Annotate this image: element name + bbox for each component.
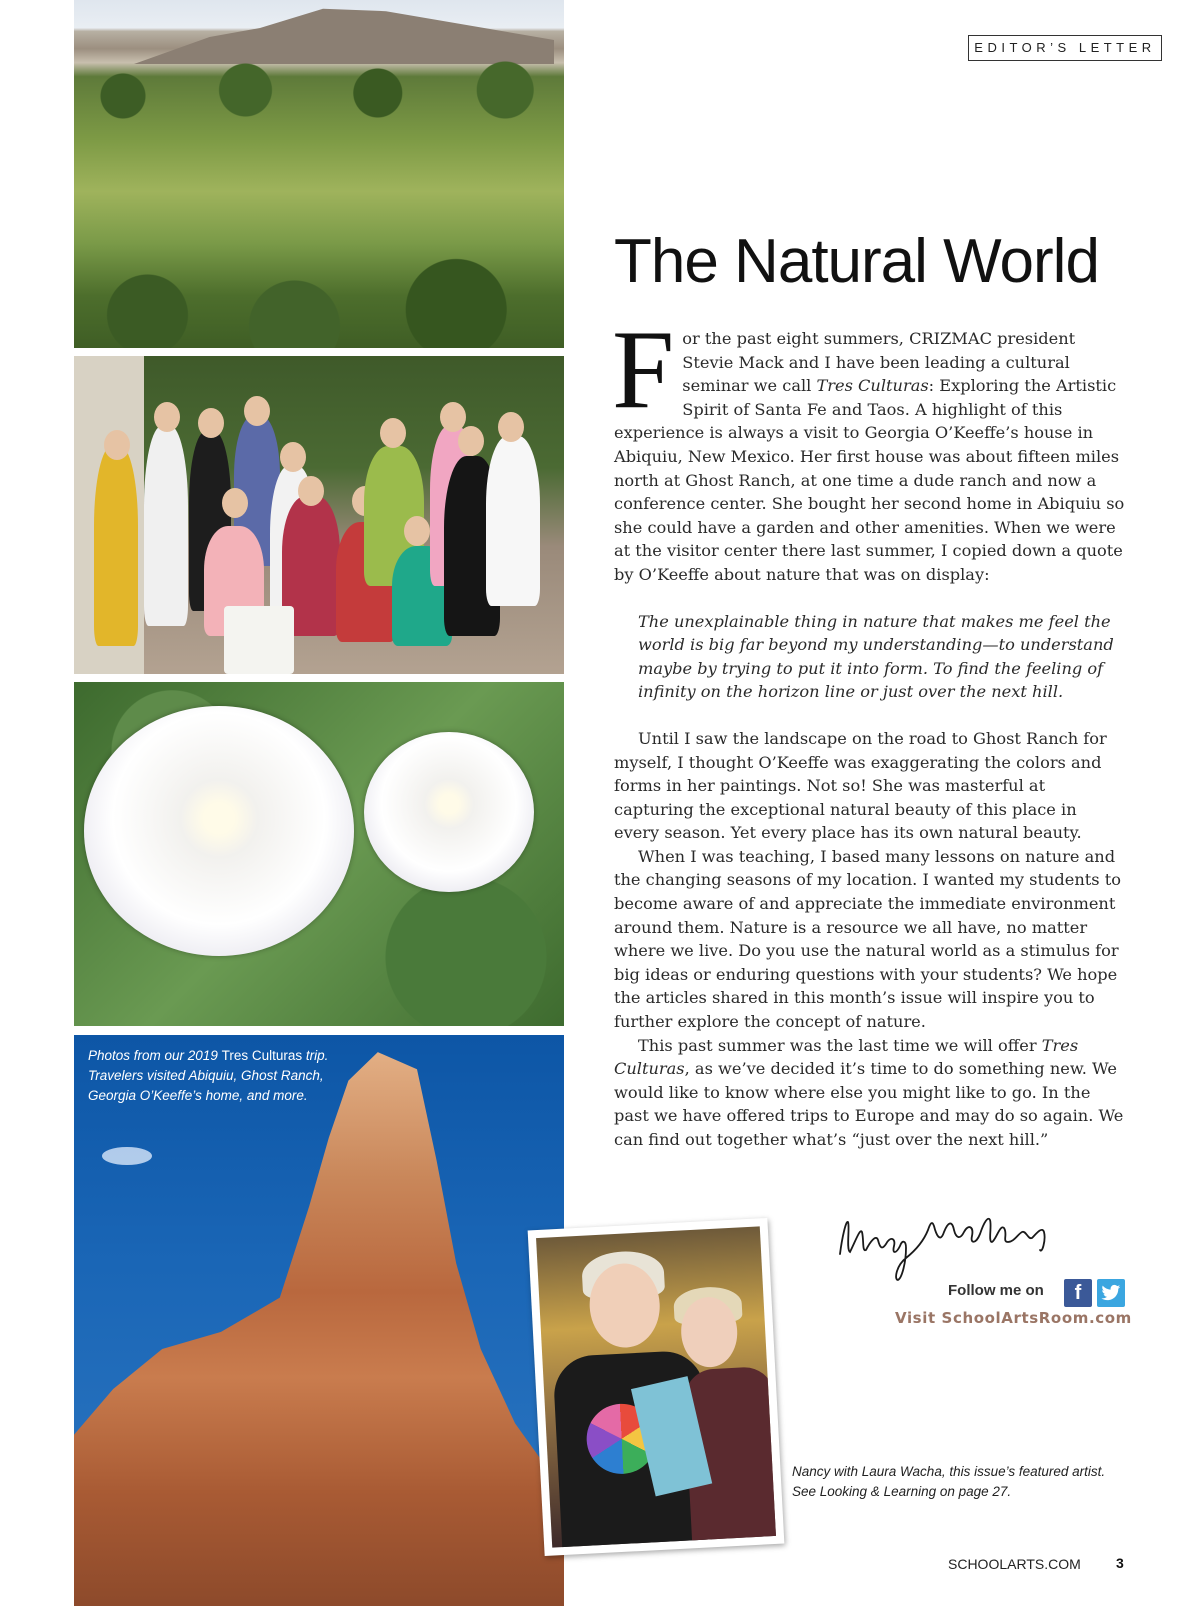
okeeffe-quote: The unexplainable thing in nature that makes me feel the world is big far beyond my understanding—to understand maybe by trying to put it into form. To find the feeling of infinity on the horizon line or just over the next hill. [638, 611, 1114, 702]
signature [836, 1210, 1066, 1282]
person-head [154, 402, 180, 432]
person-head [298, 476, 324, 506]
small-bloom [364, 732, 534, 892]
person-head [404, 516, 430, 546]
editor-photo-image [536, 1226, 776, 1547]
footer-site: SCHOOLARTS.COM [948, 1556, 1081, 1572]
trip-caption: Photos from our 2019 Tres Culturas trip. Travelers visited Abiquiu, Ghost Ranch, Georgia O’Keeffe’s home, and more. [88, 1048, 329, 1103]
paragraph-3: When I was teaching, I based many lessons on nature and the changing seasons of my location. I wanted my students to become aware of and appreciate the immediate environment around them. Nature is a resource we all have, no matter where we live. Do you use the natural world as a stimulus for big ideas or enduring questions with your students? We hope the articles shared in this month’s issue will inspire you to further explore the concept of nature. [614, 846, 1121, 1032]
paragraph-2: Until I saw the landscape on the road to Ghost Ranch for myself, I thought O’Keeffe was exaggerating the colors and forms in her paintings. Not so! She was masterful at capturing the exceptional natural beauty of this place in every season. Yet every place has its own natural beauty. [614, 728, 1107, 843]
person-head [498, 412, 524, 442]
person [144, 426, 188, 626]
group-photo [74, 356, 564, 674]
article-title: The Natural World [614, 227, 1099, 296]
person-head [440, 402, 466, 432]
tree-line [74, 60, 564, 120]
person-head [244, 396, 270, 426]
person-head [222, 488, 248, 518]
cloud [102, 1147, 152, 1165]
paragraph-4: This past summer was the last time we will offer Tres Culturas, as we’ve decided it’s time to do something new. We would like to know where else you might like to go. In the past we have offered trips to Europe and may do so again. We can find out together what’s “just over the next hill.” [614, 1035, 1124, 1149]
page-number: 3 [1116, 1555, 1124, 1571]
person [94, 446, 138, 646]
person-head [458, 426, 484, 456]
section-label: EDITOR’S LETTER [968, 35, 1162, 61]
large-bloom [84, 706, 354, 956]
moonflower-photo [74, 682, 564, 1026]
follow-label: Follow me on [948, 1282, 1044, 1299]
foreground-brush [74, 238, 564, 348]
article-body [612, 308, 1126, 1152]
person-head [198, 408, 224, 438]
person-head [380, 418, 406, 448]
drop-cap: F [612, 308, 675, 432]
rock-spire-photo [74, 1035, 564, 1606]
facebook-icon[interactable]: f [1064, 1279, 1092, 1307]
rock-spire [74, 1035, 564, 1606]
editor-photo [528, 1218, 785, 1556]
twitter-icon[interactable] [1097, 1279, 1125, 1307]
person-head [280, 442, 306, 472]
landscape-photo [74, 0, 564, 348]
editor-photo-caption: Nancy with Laura Wacha, this issue’s featured artist. See Looking & Learning on page 27. [792, 1464, 1106, 1499]
person [486, 436, 540, 606]
flower-pot [224, 606, 294, 674]
visit-link[interactable]: Visit SchoolArtsRoom.com [895, 1309, 1132, 1327]
mountain-shape [134, 4, 554, 64]
paragraph-1: For the past eight summers, CRIZMAC president Stevie Mack and I have been leading a cultural seminar we call Tres Culturas: Exploring the Artistic Spirit of Santa Fe and Taos. A highlight of this experience is always a visit to Georgia O’Keeffe’s house in Abiquiu, New Mexico. Her first house was about fifteen miles north at Ghost Ranch, at one time a dude ranch and now a conference center. She bought her second home in Abiquiu so she could have a garden and other amenities. When we were at the visitor center there last summer, I copied down a quote by O’Keeffe about nature that was on display: [612, 308, 1125, 584]
person-head [104, 430, 130, 460]
